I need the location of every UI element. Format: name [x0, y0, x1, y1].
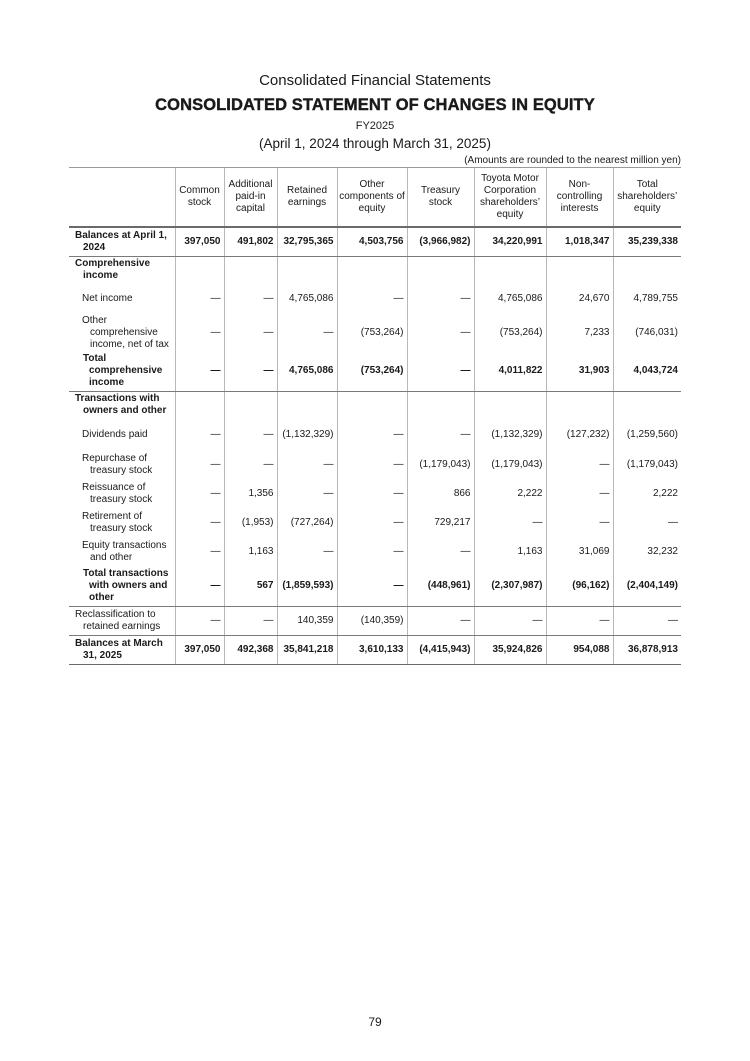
column-header: [175, 168, 224, 228]
value-cell: 4,503,756: [337, 227, 407, 256]
row-label: [69, 537, 175, 566]
row-label-line: retained earnings: [83, 620, 161, 632]
value-cell: —: [407, 537, 474, 566]
value-cell: [474, 391, 546, 419]
value-cell: 31,069: [546, 537, 613, 566]
column-header-line: Non-controlling: [556, 179, 603, 202]
value-cell: —: [407, 419, 474, 450]
row-label-line: other: [89, 591, 114, 603]
fiscal-year: FY2025: [355, 120, 395, 132]
row-label-line: income: [83, 269, 119, 281]
value-cell: —: [546, 508, 613, 537]
value-cell: —: [224, 606, 277, 635]
value-cell: 34,220,991: [474, 227, 546, 256]
value-cell: —: [337, 419, 407, 450]
value-cell: 492,368: [224, 635, 277, 664]
column-header-line: equity: [358, 203, 386, 214]
row-label-line: Balances at April 1,: [75, 229, 167, 241]
column-header: [613, 168, 681, 228]
table-row: [69, 256, 681, 283]
value-cell: 1,163: [224, 537, 277, 566]
value-cell: 36,878,913: [613, 635, 681, 664]
value-cell: (746,031): [613, 315, 681, 351]
value-cell: —: [175, 450, 224, 479]
row-label: [69, 508, 175, 537]
row-label: [69, 635, 175, 664]
row-label-line: Balances at March: [75, 637, 163, 649]
column-header: [224, 168, 277, 228]
rounding-note: (Amounts are rounded to the nearest million yen): [464, 155, 681, 166]
row-label: [69, 315, 175, 351]
value-cell: —: [224, 283, 277, 315]
column-header-line: Additional: [228, 179, 273, 190]
value-cell: —: [407, 606, 474, 635]
table-row: [69, 450, 681, 479]
section-title: Consolidated Financial Statements: [259, 72, 491, 89]
column-header-line: Toyota Motor: [481, 173, 539, 184]
column-header: [337, 168, 407, 228]
value-cell: —: [337, 283, 407, 315]
table-row: [69, 283, 681, 315]
table-row: [69, 351, 681, 391]
row-label-line: Retirement of: [82, 510, 143, 522]
value-cell: —: [407, 315, 474, 351]
column-header-line: Treasury: [420, 185, 461, 196]
column-header-line: Total: [636, 179, 658, 190]
value-cell: [277, 391, 337, 419]
row-label-line: income, net of tax: [90, 339, 169, 350]
value-cell: —: [407, 283, 474, 315]
value-cell: —: [277, 479, 337, 508]
value-cell: (3,966,982): [407, 227, 474, 256]
value-cell: 35,841,218: [277, 635, 337, 664]
value-cell: [337, 256, 407, 283]
table-row: [69, 315, 681, 351]
row-label-line: Equity transactions: [82, 539, 167, 551]
value-cell: (127,232): [546, 419, 613, 450]
row-label-line: with owners and: [89, 579, 168, 591]
value-cell: 866: [407, 479, 474, 508]
row-label-line: 31, 2025: [83, 649, 122, 661]
value-cell: —: [277, 537, 337, 566]
value-cell: (96,162): [546, 566, 613, 606]
value-cell: 24,670: [546, 283, 613, 315]
value-cell: —: [337, 537, 407, 566]
value-cell: [175, 256, 224, 283]
value-cell: [546, 256, 613, 283]
column-header: [277, 168, 337, 228]
value-cell: —: [407, 351, 474, 391]
value-cell: (2,404,149): [613, 566, 681, 606]
value-cell: —: [474, 508, 546, 537]
row-label: [69, 227, 175, 256]
value-cell: 31,903: [546, 351, 613, 391]
row-label: [69, 450, 175, 479]
value-cell: —: [224, 419, 277, 450]
table-row: [69, 635, 681, 664]
row-label-line: treasury stock: [90, 522, 153, 534]
value-cell: (1,953): [224, 508, 277, 537]
column-header: [407, 168, 474, 228]
row-label: [69, 566, 175, 606]
value-cell: [407, 391, 474, 419]
column-header-line: Corporation: [483, 185, 537, 196]
column-header-line: components of: [339, 191, 405, 202]
row-label-line: Transactions with: [75, 393, 160, 405]
value-cell: (1,132,329): [277, 419, 337, 450]
value-cell: (448,961): [407, 566, 474, 606]
column-header-line: Retained: [286, 185, 328, 196]
row-label: [69, 351, 175, 391]
value-cell: [337, 391, 407, 419]
row-label-line: comprehensive: [90, 327, 158, 338]
value-cell: (753,264): [337, 315, 407, 351]
row-label-line: Reclassification to: [75, 608, 156, 620]
value-cell: [224, 391, 277, 419]
value-cell: (1,179,043): [613, 450, 681, 479]
value-cell: —: [224, 450, 277, 479]
value-cell: [613, 256, 681, 283]
row-label: [69, 606, 175, 635]
value-cell: —: [175, 351, 224, 391]
value-cell: [175, 391, 224, 419]
table-row: [69, 508, 681, 537]
value-cell: (2,307,987): [474, 566, 546, 606]
header-row: [69, 168, 681, 228]
value-cell: —: [337, 479, 407, 508]
column-header-line: paid-in: [235, 191, 266, 202]
column-header-line: shareholders’: [479, 197, 541, 208]
row-label-line: Total transactions: [83, 567, 169, 579]
value-cell: —: [175, 419, 224, 450]
value-cell: 4,043,724: [613, 351, 681, 391]
row-label: [69, 391, 175, 419]
row-label-line: Other: [82, 315, 108, 326]
value-cell: 140,359: [277, 606, 337, 635]
column-header-line: Other: [359, 179, 385, 190]
column-header-line: equity: [633, 203, 661, 214]
row-label: [69, 419, 175, 450]
row-label-line: comprehensive: [89, 364, 163, 376]
row-label-line: Dividends paid: [82, 428, 148, 440]
column-header-line: interests: [560, 203, 599, 214]
value-cell: [277, 256, 337, 283]
row-label: [69, 256, 175, 283]
value-cell: —: [337, 566, 407, 606]
table-row: [69, 227, 681, 256]
value-cell: —: [175, 508, 224, 537]
row-label-line: Repurchase of: [82, 452, 148, 464]
value-cell: —: [175, 315, 224, 351]
value-cell: —: [224, 315, 277, 351]
value-cell: —: [175, 606, 224, 635]
value-cell: 729,217: [407, 508, 474, 537]
value-cell: 4,789,755: [613, 283, 681, 315]
value-cell: 32,232: [613, 537, 681, 566]
value-cell: 1,018,347: [546, 227, 613, 256]
value-cell: (753,264): [474, 315, 546, 351]
value-cell: 2,222: [474, 479, 546, 508]
value-cell: 35,239,338: [613, 227, 681, 256]
value-cell: —: [546, 606, 613, 635]
page-number: 79: [368, 1015, 382, 1029]
value-cell: —: [224, 351, 277, 391]
value-cell: (1,179,043): [407, 450, 474, 479]
value-cell: 1,163: [474, 537, 546, 566]
row-label-line: Reissuance of: [82, 481, 146, 493]
row-label-line: treasury stock: [90, 493, 153, 505]
table-row: [69, 479, 681, 508]
value-cell: —: [613, 508, 681, 537]
column-header-line: Common: [179, 185, 220, 196]
column-header-line: shareholders’: [617, 191, 678, 202]
value-cell: 35,924,826: [474, 635, 546, 664]
value-cell: —: [277, 315, 337, 351]
row-label-line: 2024: [83, 241, 106, 253]
column-header: [546, 168, 613, 228]
value-cell: 3,610,133: [337, 635, 407, 664]
statement-title: CONSOLIDATED STATEMENT OF CHANGES IN EQUITY: [155, 96, 595, 114]
table-body: [69, 227, 681, 664]
value-cell: [613, 391, 681, 419]
value-cell: —: [546, 479, 613, 508]
value-cell: —: [175, 566, 224, 606]
row-label-line: Net income: [82, 293, 133, 304]
value-cell: —: [337, 508, 407, 537]
header-corner: [69, 168, 175, 228]
value-cell: —: [175, 537, 224, 566]
value-cell: (1,259,560): [613, 419, 681, 450]
row-label-line: Comprehensive: [75, 257, 151, 269]
value-cell: 2,222: [613, 479, 681, 508]
table-row: [69, 419, 681, 450]
value-cell: 567: [224, 566, 277, 606]
value-cell: (1,179,043): [474, 450, 546, 479]
equity-table: [69, 167, 681, 665]
value-cell: 4,765,086: [277, 351, 337, 391]
table-row: [69, 606, 681, 635]
value-cell: 4,765,086: [474, 283, 546, 315]
value-cell: [474, 256, 546, 283]
value-cell: (753,264): [337, 351, 407, 391]
row-label-line: Total: [83, 352, 107, 364]
table-row: [69, 537, 681, 566]
row-label-line: owners and other: [83, 405, 167, 417]
value-cell: (1,859,593): [277, 566, 337, 606]
value-cell: [407, 256, 474, 283]
row-label: [69, 479, 175, 508]
value-cell: —: [613, 606, 681, 635]
value-cell: (727,264): [277, 508, 337, 537]
value-cell: (140,359): [337, 606, 407, 635]
row-label-line: and other: [90, 551, 133, 563]
table-row: [69, 566, 681, 606]
value-cell: [546, 391, 613, 419]
value-cell: 4,011,822: [474, 351, 546, 391]
period: (April 1, 2024 through March 31, 2025): [259, 136, 491, 151]
value-cell: 954,088: [546, 635, 613, 664]
value-cell: 32,795,365: [277, 227, 337, 256]
value-cell: —: [337, 450, 407, 479]
column-header-line: stock: [428, 197, 453, 208]
value-cell: 7,233: [546, 315, 613, 351]
row-label-line: treasury stock: [90, 464, 153, 476]
value-cell: —: [277, 450, 337, 479]
value-cell: 4,765,086: [277, 283, 337, 315]
value-cell: 1,356: [224, 479, 277, 508]
value-cell: (4,415,943): [407, 635, 474, 664]
column-header: [474, 168, 546, 228]
value-cell: —: [175, 283, 224, 315]
column-header-line: stock: [187, 197, 212, 208]
column-header-line: capital: [236, 203, 265, 214]
table-row: [69, 391, 681, 419]
value-cell: [224, 256, 277, 283]
row-label: [69, 283, 175, 315]
value-cell: —: [474, 606, 546, 635]
value-cell: 491,802: [224, 227, 277, 256]
column-header-line: equity: [496, 209, 524, 220]
value-cell: (1,132,329): [474, 419, 546, 450]
value-cell: —: [175, 479, 224, 508]
value-cell: —: [546, 450, 613, 479]
column-header-line: earnings: [287, 197, 327, 208]
value-cell: 397,050: [175, 227, 224, 256]
value-cell: 397,050: [175, 635, 224, 664]
row-label-line: income: [89, 376, 125, 388]
